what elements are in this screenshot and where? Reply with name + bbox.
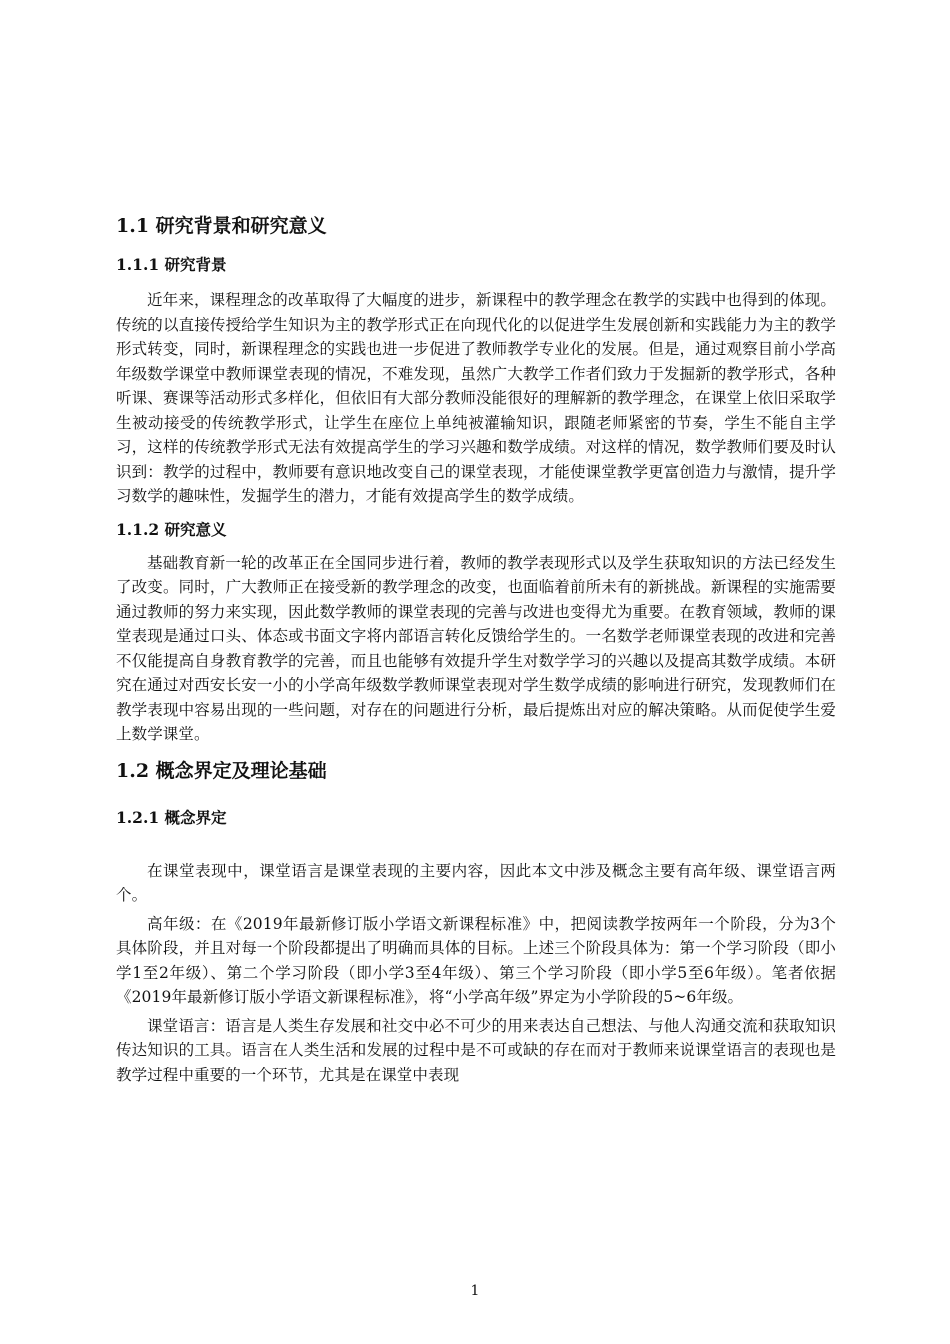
paragraph-research-significance: 基础教育新一轮的改革正在全国同步进行着，教师的教学表现形式以及学生获取知识的方法已经发生了改变。同时，广大教师正在接受新的教学理念的改变，也面临着前所未有的新挑战。新课程的实施需要通过教师的努力来实现，因此数学教师的课堂表现的完善与改进也变得尤为重要。在教育领域，教师的课堂表现是通过口头、体态或书面文字将内部语言转化反馈给学生的。一名数学老师课堂表现的改进和完善不仅能提高自身教育教学的完善，而且也能够有效提升学生对数学学习的兴趣以及提高其数学成绩。本研究在通过对西安长安一小的小学高年级数学教师课堂表现对学生数学成绩的影响进行研究，发现教师们在教学表现中容易出现的一些问题，对存在的问题进行分析，最后提炼出对应的解决策略。从而促使学生爱上数学课堂。: [116, 553, 836, 743]
heading-1-1: 1.1 研究背景和研究意义: [116, 215, 327, 237]
heading-1-2-1: 1.2.1 概念界定: [116, 807, 227, 827]
paragraph-research-background: 近年来，课程理念的改革取得了大幅度的进步，新课程中的教学理念在教学的实践中也得到的体现。传统的以直接传授给学生知识为主的教学形式正在向现代化的以促进学生发展创新和实践能力为主的教学形式转变，同时，新课程理念的实践也进一步促进了教师教学专业化的发展。但是，通过观察目前小学高年级数学课堂中教师课堂表现的情况，不难发现，虽然广大教学工作者们致力于发掘新的教学形式，各种听课、赛课等活动形式多样化，但依旧有大部分教师没能很好的理解新的教学理念，在课堂上依旧采取学生被动接受的传统教学形式，让学生在座位上单纯被灌输知识，跟随老师紧密的节奏，学生不能自主学习，这样的传统教学形式无法有效提高学生的学习兴趣和数学成绩。对这样的情况，数学教师们要及时认识到：教学的过程中，教师要有意识地改变自己的课堂表现，才能使课堂教学更富创造力与激情，提升学习数学的趣味性，发掘学生的潜力，才能有效提高学生的数学成绩。: [116, 291, 836, 505]
page-body: [116, 212, 836, 1087]
heading-1-2: 1.2 概念界定及理论基础: [116, 759, 327, 782]
heading-1-1-2: 1.1.2 研究意义: [116, 519, 227, 539]
paragraph-senior-grade: 高年级：在《2019年最新修订版小学语文新课程标准》中，把阅读教学按两年一个阶段，分为3个具体阶段，并且对每一个阶段都提出了明确而具体的目标。上述三个阶段具体为：第一个学习阶段（即小学1至2年级）、第二个学习阶段（即小学3至4年级）、第三个学习阶段（即小学5至6年级）。笔者依据《2019年最新修订版小学语文新课程标准》，将“小学高年级”界定为小学阶段的5~6年级。: [116, 914, 836, 1006]
page-number: 1: [470, 1283, 480, 1299]
paragraph-concept-intro: 在课堂表现中，课堂语言是课堂表现的主要内容，因此本文中涉及概念主要有高年级、课堂语言两个。: [116, 861, 836, 904]
heading-1-1-1: 1.1.1 研究背景: [116, 255, 227, 274]
paragraph-classroom-language: 课堂语言：语言是人类生存发展和社交中必不可少的用来表达自己想法、与他人沟通交流和获取知识传达知识的工具。语言在人类生活和发展的过程中是不可或缺的存在而对于教师来说课堂语言的表现也是教学过程中重要的一个环节，尤其是在课堂中表现: [116, 1016, 836, 1084]
